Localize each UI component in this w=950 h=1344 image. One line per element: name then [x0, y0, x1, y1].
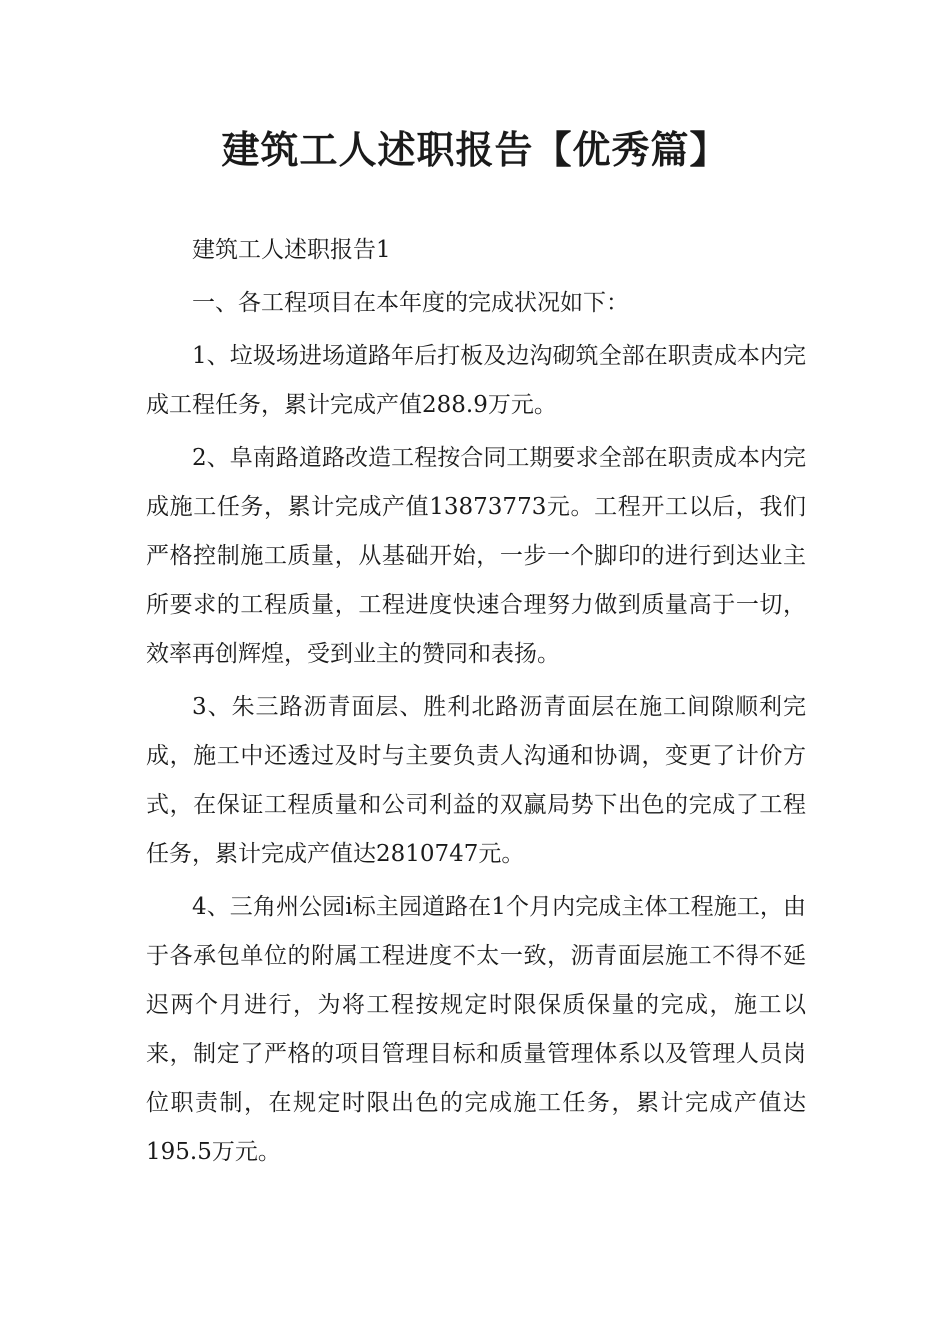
paragraph-item-3: 3、朱三路沥青面层、胜利北路沥青面层在施工间隙顺利完成，施工中还透过及时与主要负责人沟通和协调，变更了计价方式，在保证工程质量和公司利益的双赢局势下出色的完成了工程任务，累计完成产值达2810747元。 [146, 694, 806, 867]
paragraph-item-2: 2、阜南路道路改造工程按合同工期要求全部在职责成本内完成施工任务，累计完成产值13873773元。工程开工以后，我们严格控制施工质量，从基础开始，一步一个脚印的进行到达业主所要求的工程质量，工程进度快速合理努力做到质量高于一切，效率再创辉煌，受到业主的赞同和表扬。 [146, 445, 806, 667]
paragraph-intro: 一、各工程项目在本年度的完成状况如下： [192, 290, 629, 316]
paragraph-item-1: 1、垃圾场进场道路年后打板及边沟砌筑全部在职责成本内完成工程任务，累计完成产值288.9万元。 [146, 343, 806, 418]
document-title: 建筑工人述职报告【优秀篇】 [221, 128, 729, 172]
document-body [146, 226, 806, 1181]
paragraph-item-4: 4、三角州公园i标主园道路在1个月内完成主体工程施工，由于各承包单位的附属工程进度不太一致，沥青面层施工不得不延迟两个月进行，为将工程按规定时限保质保量的完成，施工以来，制定了严格的项目管理目标和质量管理体系以及管理人员岗位职责制，在规定时限出色的完成施工任务，累计完成产值达195.5万元。 [146, 894, 806, 1165]
section-heading: 建筑工人述职报告1 [192, 237, 391, 263]
